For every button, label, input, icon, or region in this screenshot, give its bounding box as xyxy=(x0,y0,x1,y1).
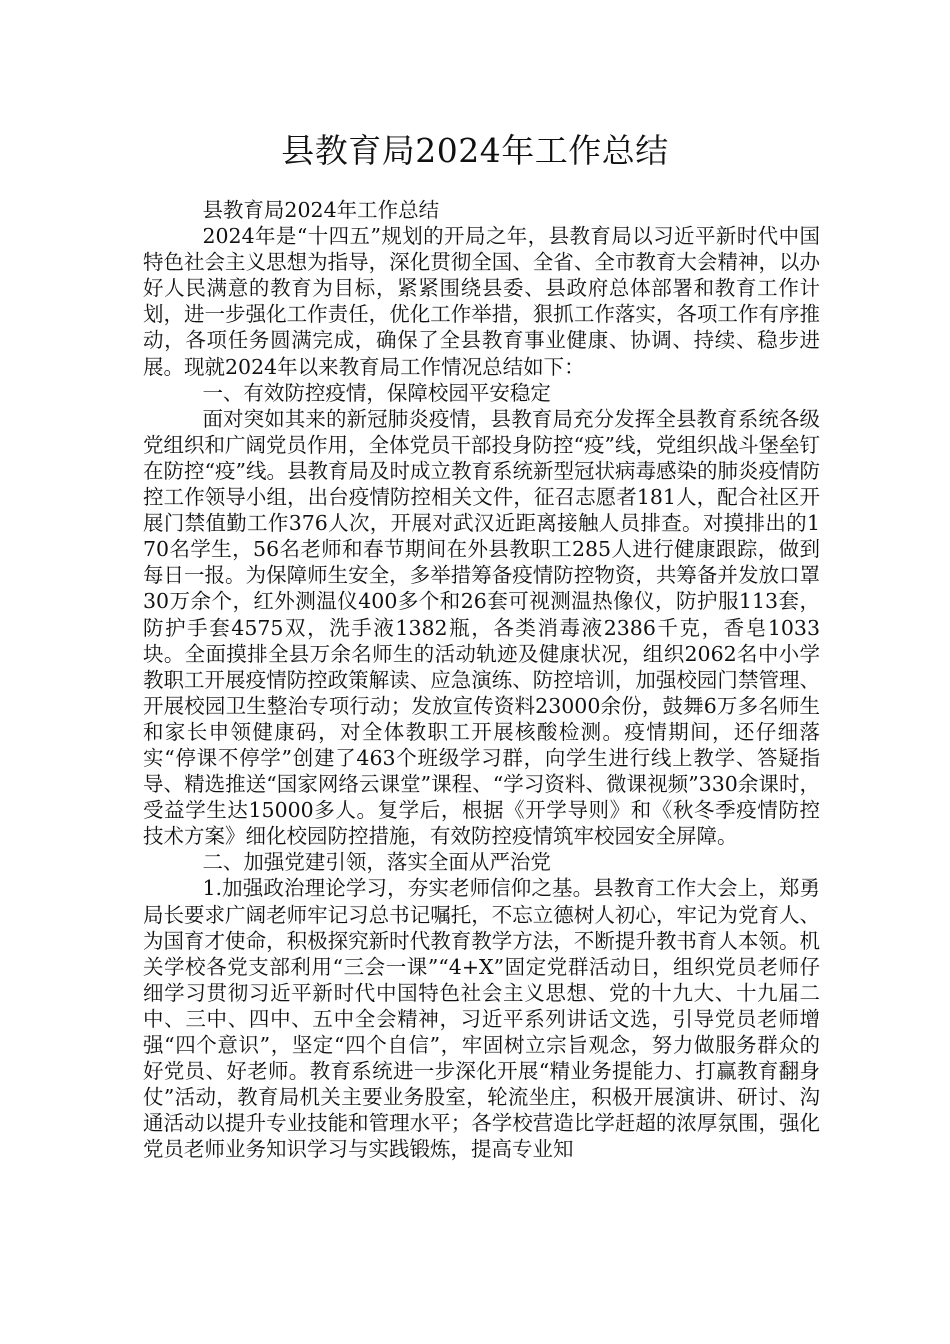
document-body xyxy=(143,197,820,1162)
section-heading-1: 一、有效防控疫情，保障校园平安稳定 xyxy=(202,380,551,405)
intro-paragraph: 2024年是“十四五”规划的开局之年，县教育局以习近平新时代中国特色社会主义思想为指导，深化贯彻全国、全省、全市教育大会精神，以办好人民满意的教育为目标，紧紧围绕县委、县政府总体部署和教育工作计划，进一步强化工作责任，优化工作举措，狠抓工作落实，各项工作有序推动，各项任务圆满完成，确保了全县教育事业健康、协调、持续、稳步进展。现就2024年以来教育局工作情况总结如下： xyxy=(143,224,820,379)
document-title: 县教育局2024年工作总结 xyxy=(281,131,669,170)
section-2-paragraph: 1.加强政治理论学习，夯实老师信仰之基。县教育工作大会上，郑勇局长要求广阔老师牢记习总书记嘱托，不忘立德树人初心，牢记为党育人、为国育才使命，积极探究新时代教育教学方法，不断提升教书育人本领。机关学校各党支部利用“三会一课”“4+X”固定党群活动日，组织党员老师仔细学习贯彻习近平新时代中国特色社会主义思想、党的十九大、十九届二中、三中、四中、五中全会精神，习近平系列讲话文选，引导党员老师增强“四个意识”，坚定“四个自信”，牢固树立宗旨观念，努力做服务群众的好党员、好老师。教育系统进一步深化开展“精业务提能力、打赢教育翻身仗”活动，教育局机关主要业务股室，轮流坐庄，积极开展演讲、研讨、沟通活动以提升专业技能和管理水平；各学校营造比学赶超的浓厚氛围，强化党员老师业务知识学习与实践锻炼，提高专业知 xyxy=(143,876,820,1162)
section-1-paragraph: 面对突如其来的新冠肺炎疫情，县教育局充分发挥全县教育系统各级党组织和广阔党员作用，全体党员干部投身防控“疫”线，党组织战斗堡垒钉在防控“疫”线。县教育局及时成立教育系统新型冠状病毒感染的肺炎疫情防控工作领导小组，出台疫情防控相关文件，征召志愿者181人，配合社区开展门禁值勤工作376人次，开展对武汉近距离接触人员排查。对摸排出的170名学生，56名老师和春节期间在外县教职工285人进行健康跟踪，做到每日一报。为保障师生安全，多举措筹备疫情防控物资，共筹备并发放口罩30万余个，红外测温仪400多个和26套可视测温热像仪，防护服113套，防护手套4575双，洗手液1382瓶，各类消毒液2386千克，香皂1033块。全面摸排全县万余名师生的活动轨迹及健康状况，组织2062名中小学教职工开展疫情防控政策解读、应急演练、防控培训，加强校园门禁管理、开展校园卫生整治专项行动；发放宣传资料23000余份，鼓舞6万多名师生和家长申领健康码，对全体教职工开展核酸检测。疫情期间，还仔细落实“停课不停学”创建了463个班级学习群，向学生进行线上教学、答疑指导、精选推送“国家网络云课堂”课程、“学习资料、微课视频”330余课时，受益学生达15000多人。复学后，根据《开学导则》和《秋冬季疫情防控技术方案》细化校园防控措施，有效防控疫情筑牢校园安全屏障。 xyxy=(143,406,820,849)
doc-subtitle-paragraph: 县教育局2024年工作总结 xyxy=(202,198,440,222)
section-heading-2: 二、加强党建引领，落实全面从严治党 xyxy=(202,850,551,875)
